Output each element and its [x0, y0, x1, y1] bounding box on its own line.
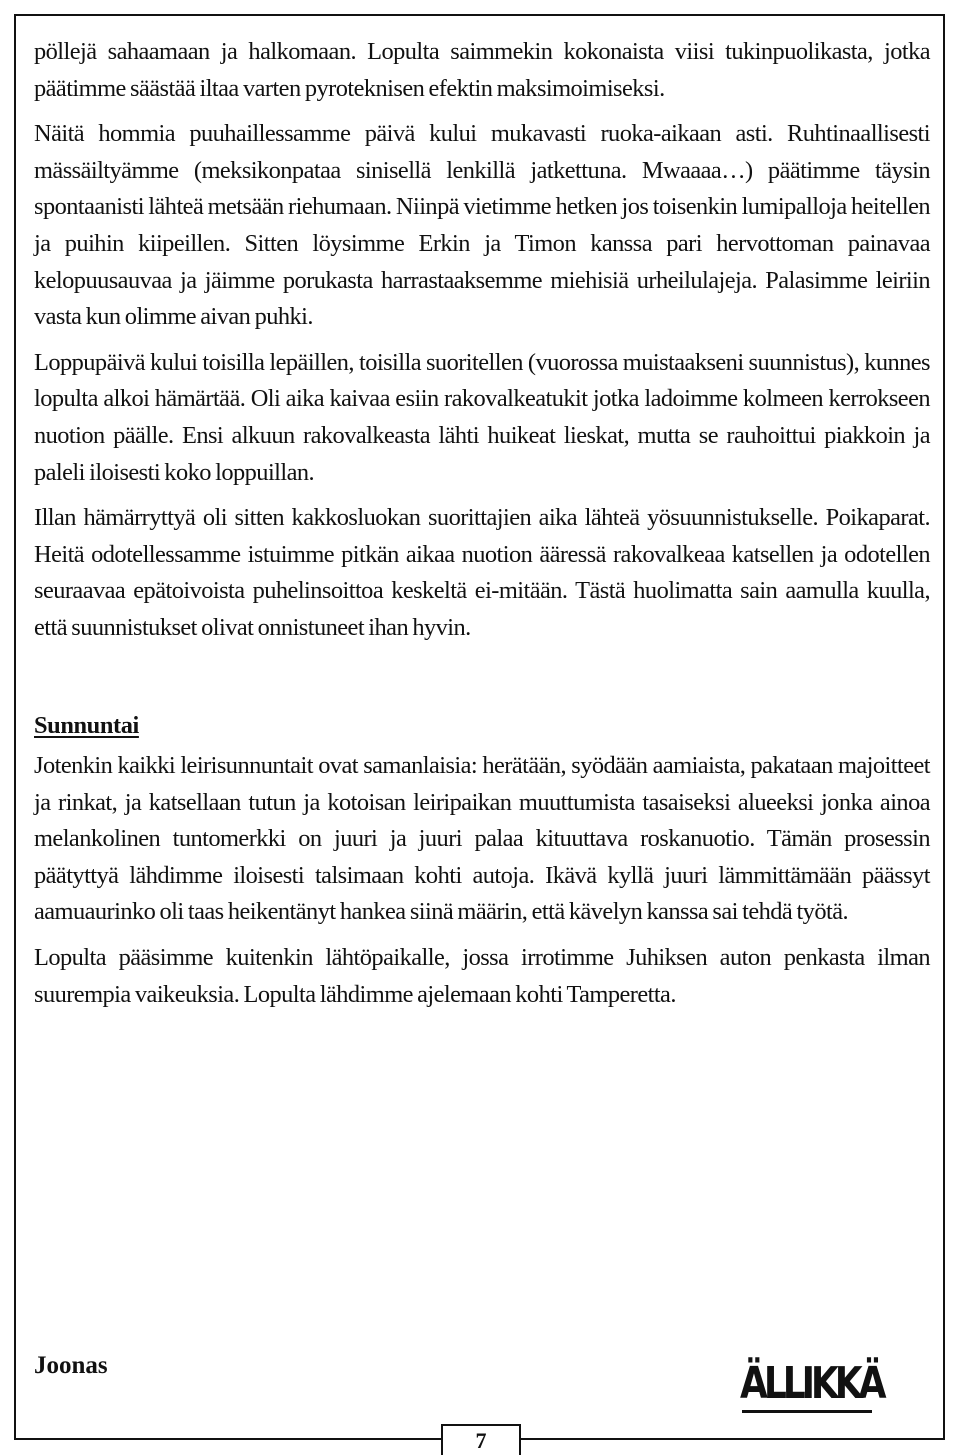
section-spacer	[34, 656, 930, 708]
section-heading: Sunnuntai	[34, 711, 139, 739]
page-number: 7	[475, 1428, 487, 1453]
paragraph: Näitä hommia puuhaillessamme päivä kului mukavasti ruoka-aikaan asti. Ruhtinaallisesti mässäiltyämme (meksikonpataa sinisellä lenkillä jatkettuna. Mwaaaa…) päätimme täysin spontaanisti lähteä metsään riehumaan. Niinpä vietimme hetken jos toisenkin lumipalloja heitellen ja puihin kiipeillen. Sitten löysimme Erkin ja Timon kanssa pari hervottoman painavaa kelopuusauvaa ja jäimme porukasta harrastaaksemme miehisiä urheilulajeja. Palasimme leiriin vasta kun olimme aivan puhki.	[34, 120, 930, 331]
paragraph: Loppupäivä kului toisilla lepäillen, toisilla suoritellen (vuorossa muistaakseni suunnistus), kunnes lopulta alkoi hämärtää. Oli aika kaivaa esiin rakovalkeatukit jotka ladoimme kolmeen kerrokseen nuotion päälle. Ensi alkuun rakovalkeasta lähti huikeat lieskat, mutta se rauhoittui piakkoin ja paleli iloisesti koko loppuillan.	[34, 348, 930, 486]
paragraph: Illan hämärryttyä oli sitten kakkosluokan suorittajien aika lähteä yösuunnistukselle. Poikaparat. Heitä odotellessamme istuimme pitkän aikaa nuotion ääressä rakovalkeaa katsellen ja odotellen seuraavaa epätoivoista puhelinsoittoa keskeltä ei-mitään. Tästä huolimatta sain aamulla kuulla, että suunnistukset olivat onnistuneet ihan hyvin.	[34, 504, 930, 641]
paragraph: Jotenkin kaikki leirisunnuntait ovat samanlaisia: herätään, syödään aamiaista, pakataan majoitteet ja rinkat, ja katsellaan tutun ja kotoisan leiripaikan muuttumista tasaiseksi alueeksi jonka ainoa melankolinen tuntomerkki on juuri ja juuri palaa kituuttava roskanuotio. Tämän prosessin päätyttyä lähdimme iloisesti talsimaan kohti autoja. Ikävä kyllä juuri lämmittämään päässyt aamuaurinko oli taas heikentänyt hankea siinä määrin, että kävelyn kanssa sai tehdä työtä.	[34, 752, 930, 926]
author-signature: Joonas	[34, 1352, 108, 1379]
magazine-logo: ÄLLIKKÄ	[740, 1358, 883, 1409]
page-number-tab	[441, 1424, 521, 1455]
paragraph: Lopulta pääsimme kuitenkin lähtöpaikalle, jossa irrotimme Juhiksen auton penkasta ilman suurempia vaikeuksia. Lopulta lähdimme ajelemaan kohti Tamperetta.	[34, 944, 930, 1008]
logo-underline	[742, 1410, 872, 1413]
article-body	[34, 34, 930, 1022]
paragraph: pöllejä sahaamaan ja halkomaan. Lopulta saimmekin kokonaista viisi tukinpuolikasta, jotka päätimme säästää iltaa varten pyroteknisen efektin maksimoimiseksi.	[34, 38, 930, 102]
